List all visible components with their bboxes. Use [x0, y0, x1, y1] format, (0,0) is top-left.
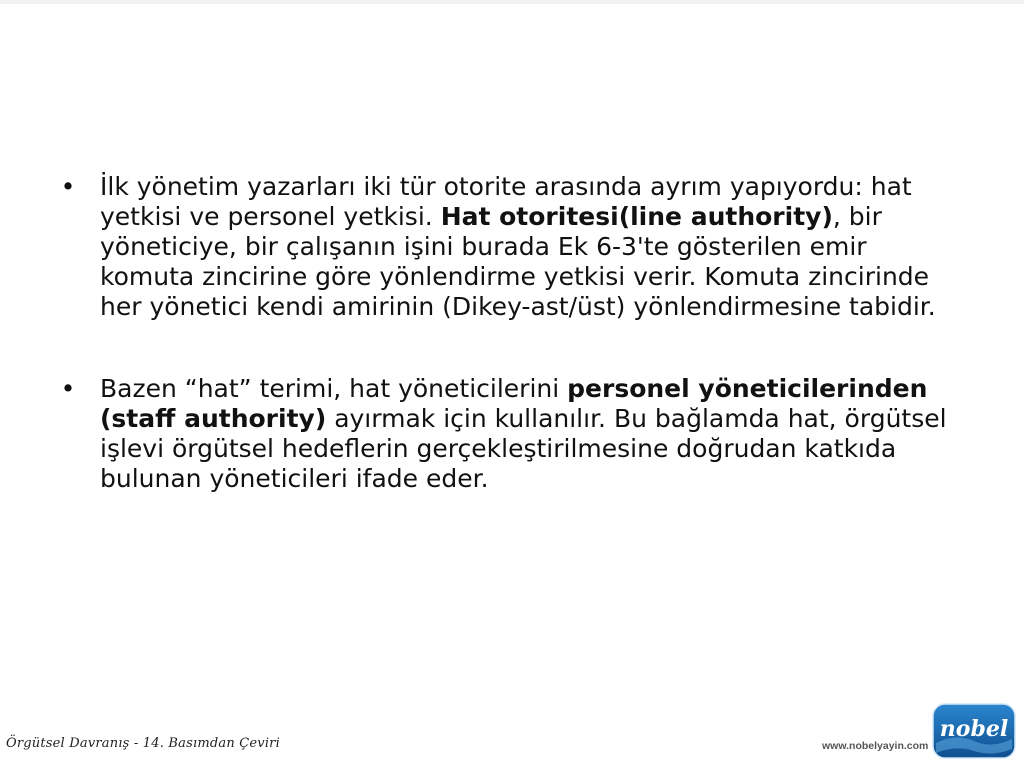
slide-top-border [0, 0, 1024, 4]
bullet-text-segment: İlk yönetim yazarları iki tür otorite arasında ayrım yapıyordu: hat yetkisi ve personel yetkisi. [100, 172, 912, 231]
bullet-item-line-authority [58, 172, 958, 322]
bullet-text [100, 172, 936, 321]
bullet-dot: • [60, 172, 76, 201]
logo-wordmark: nobel [939, 716, 1009, 742]
bullet-text-bold-segment: personel yöneticilerinden (staff authority) [100, 374, 928, 433]
nobel-logo [932, 703, 1016, 759]
bullet-list [58, 172, 958, 546]
bullet-text-segment: Bazen “hat” terimi, hat yöneticilerini [100, 374, 568, 403]
bullet-dot: • [60, 374, 76, 403]
footer-book-title: Örgütsel Davranış - 14. Basımdan Çeviri [6, 736, 280, 751]
bullet-text [100, 374, 947, 493]
bullet-text-bold-segment: Hat otoritesi(line authority) [440, 202, 833, 231]
bullet-text-segment: ayırmak için kullanılır. Bu bağlamda hat, örgütsel işlevi örgütsel hedeflerin gerçekleştirilmesine doğrudan katkıda bulunan yöneticileri ifade eder. [100, 404, 947, 493]
bullet-text-segment: , bir yöneticiye, bir çalışanın işini burada Ek 6-3'te gösterilen emir komuta zincirine göre yönlendirme yetkisi verir. Komuta zincirinde her yönetici kendi amirinin (Dikey-ast/üst) yönlendirmesine tabidir. [100, 202, 936, 321]
bullet-item-staff-authority [58, 374, 958, 494]
footer-website: www.nobelyayin.com [822, 740, 929, 752]
